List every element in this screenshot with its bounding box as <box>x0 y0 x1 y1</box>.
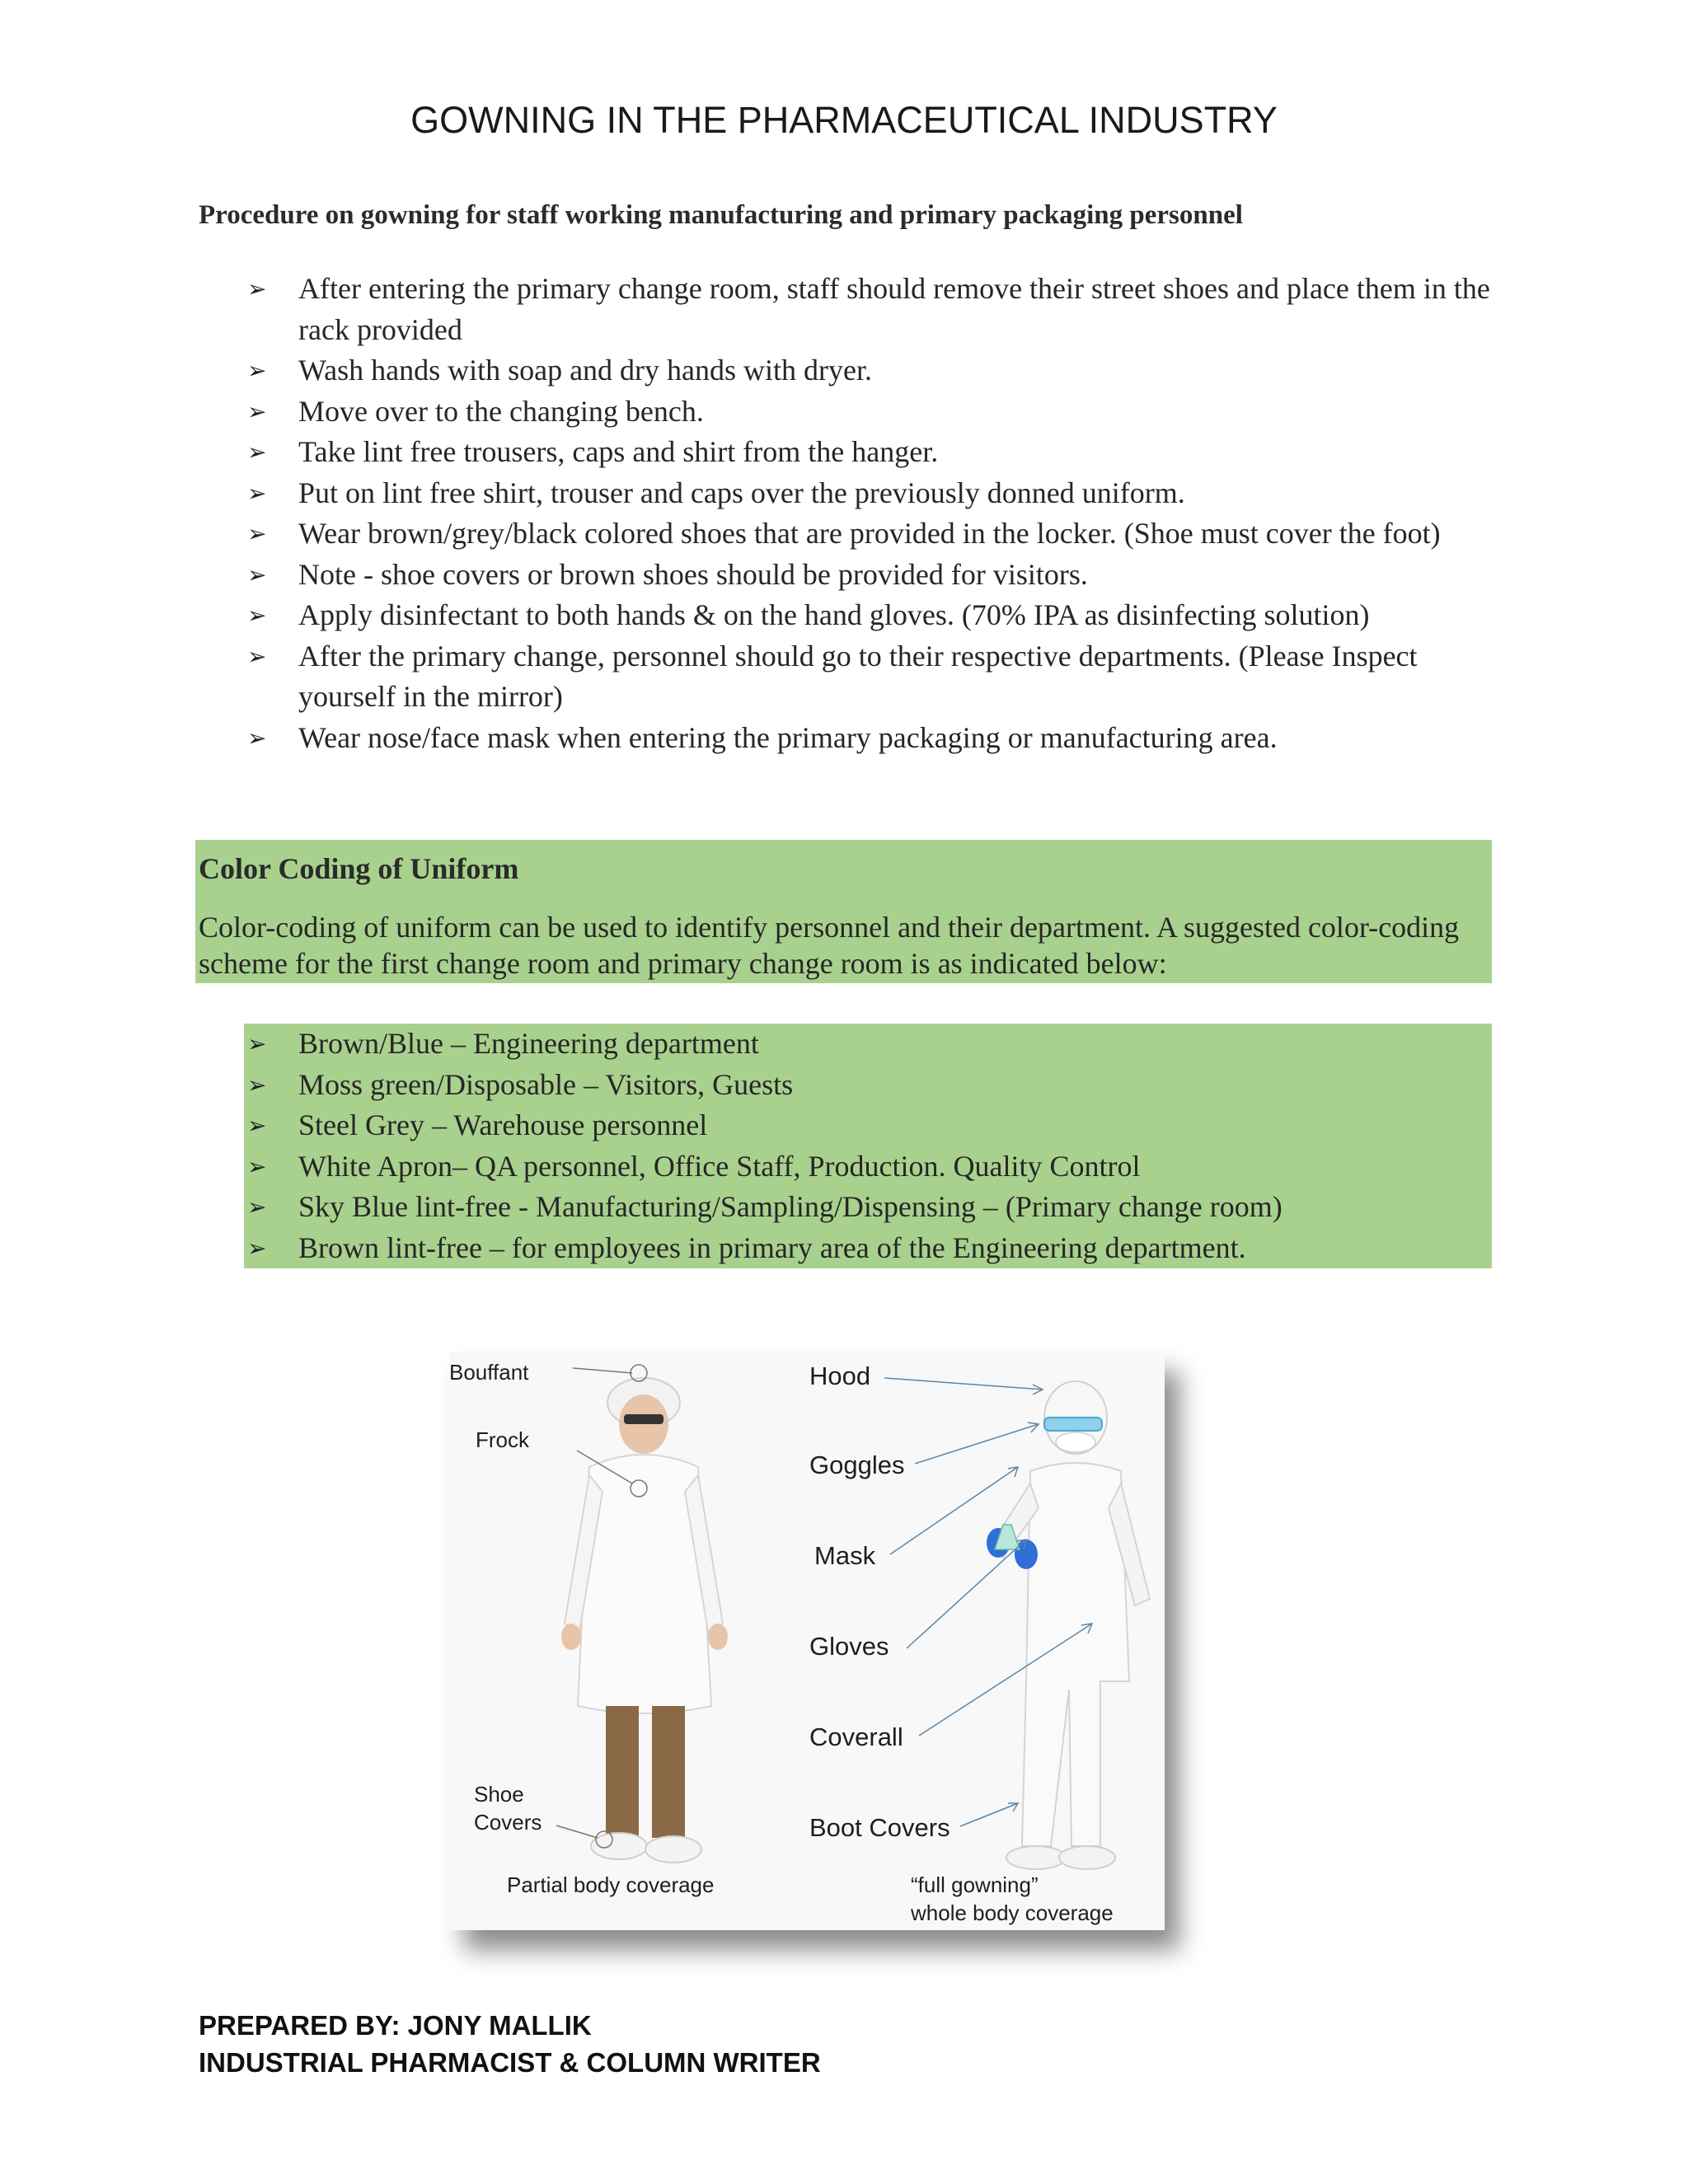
mask-label: Mask <box>814 1541 876 1570</box>
arrow-bullet-icon: ➢ <box>247 1030 267 1057</box>
arrow-bullet-icon: ➢ <box>247 724 267 752</box>
shoe-covers-label-line2: Covers <box>474 1810 542 1835</box>
list-item: ➢ Put on lint free shirt, trouser and caps over the previously donned uniform. <box>247 473 1500 514</box>
page-title: GOWNING IN THE PHARMACEUTICAL INDUSTRY <box>410 99 1278 141</box>
arrow-bullet-icon: ➢ <box>247 1193 267 1221</box>
arrow-bullet-icon: ➢ <box>247 520 267 547</box>
arrow-bullet-icon: ➢ <box>247 397 267 425</box>
gowning-steps-list <box>247 269 1500 758</box>
arrow-bullet-icon: ➢ <box>247 642 267 670</box>
coverall-label: Coverall <box>809 1722 903 1751</box>
arrow-bullet-icon: ➢ <box>247 1112 267 1139</box>
full-gowning-caption-line2: whole body coverage <box>911 1900 1114 1925</box>
list-item: ➢ Wear nose/face mask when entering the primary packaging or manufacturing area. <box>247 718 1500 759</box>
list-item: ➢ Moss green/Disposable – Visitors, Guests <box>247 1065 1484 1106</box>
list-item: ➢ Take lint free trousers, caps and shirt from the hanger. <box>247 432 1500 473</box>
list-item: ➢ Wash hands with soap and dry hands with dryer. <box>247 350 1500 391</box>
arrow-bullet-icon: ➢ <box>247 438 267 466</box>
color-coding-list <box>247 1024 1484 1268</box>
frock-label: Frock <box>476 1427 529 1452</box>
color-coding-heading: Color Coding of Uniform <box>199 852 519 885</box>
author-footer <box>199 2007 821 2081</box>
prepared-by-line: PREPARED BY: JONY MALLIK <box>199 2010 592 2041</box>
color-coding-paragraph: Color-coding of uniform can be used to identify personnel and their department. A suggested color-coding scheme for the first change room and primary change room is as indicated below: <box>199 911 1460 980</box>
gloves-label: Gloves <box>809 1632 889 1661</box>
list-item: ➢ Wear brown/grey/black colored shoes that are provided in the locker. (Shoe must cover the foot) <box>247 513 1500 555</box>
partial-coverage-person <box>561 1378 728 1863</box>
boot-covers-label: Boot Covers <box>809 1813 950 1842</box>
gowning-figure <box>449 1352 1165 1930</box>
color-coding-list-box <box>244 1024 1492 1268</box>
list-item: ➢ Apply disinfectant to both hands & on the hand gloves. (70% IPA as disinfecting solution) <box>247 595 1500 636</box>
list-item: ➢ Brown/Blue – Engineering department <box>247 1024 1484 1065</box>
arrow-bullet-icon: ➢ <box>247 560 267 588</box>
arrow-bullet-icon: ➢ <box>247 1152 267 1180</box>
list-item: ➢ After entering the primary change room, staff should remove their street shoes and place them in the rack provided <box>247 269 1500 350</box>
arrow-bullet-icon: ➢ <box>247 1071 267 1099</box>
list-item: ➢ White Apron– QA personnel, Office Staff, Production. Quality Control <box>247 1146 1484 1188</box>
list-item: ➢ After the primary change, personnel should go to their respective departments. (Please Inspect yourself in the mirror) <box>247 636 1500 718</box>
list-item: ➢ Brown lint-free – for employees in primary area of the Engineering department. <box>247 1228 1484 1269</box>
gowning-illustration <box>449 1352 1165 1930</box>
goggles-label: Goggles <box>809 1451 905 1479</box>
author-title-line: INDUSTRIAL PHARMACIST & COLUMN WRITER <box>199 2047 821 2078</box>
full-gowning-person <box>987 1381 1150 1869</box>
shoe-covers-label-line1: Shoe <box>474 1782 524 1807</box>
hood-label: Hood <box>809 1361 871 1390</box>
full-gowning-caption-line1: “full gowning” <box>911 1872 1039 1897</box>
color-coding-intro-box <box>195 840 1492 983</box>
partial-coverage-caption: Partial body coverage <box>507 1872 715 1897</box>
arrow-bullet-icon: ➢ <box>247 275 267 302</box>
arrow-bullet-icon: ➢ <box>247 602 267 629</box>
list-item: ➢ Sky Blue lint-free - Manufacturing/Sampling/Dispensing – (Primary change room) <box>247 1187 1484 1228</box>
list-item: ➢ Move over to the changing bench. <box>247 391 1500 433</box>
list-item: ➢ Note - shoe covers or brown shoes should be provided for visitors. <box>247 555 1500 596</box>
arrow-bullet-icon: ➢ <box>247 479 267 507</box>
bouffant-label: Bouffant <box>449 1360 529 1385</box>
arrow-bullet-icon: ➢ <box>247 357 267 384</box>
arrow-bullet-icon: ➢ <box>247 1234 267 1262</box>
procedure-subtitle: Procedure on gowning for staff working manufacturing and primary packaging personnel <box>199 200 1243 230</box>
list-item: ➢ Steel Grey – Warehouse personnel <box>247 1105 1484 1146</box>
